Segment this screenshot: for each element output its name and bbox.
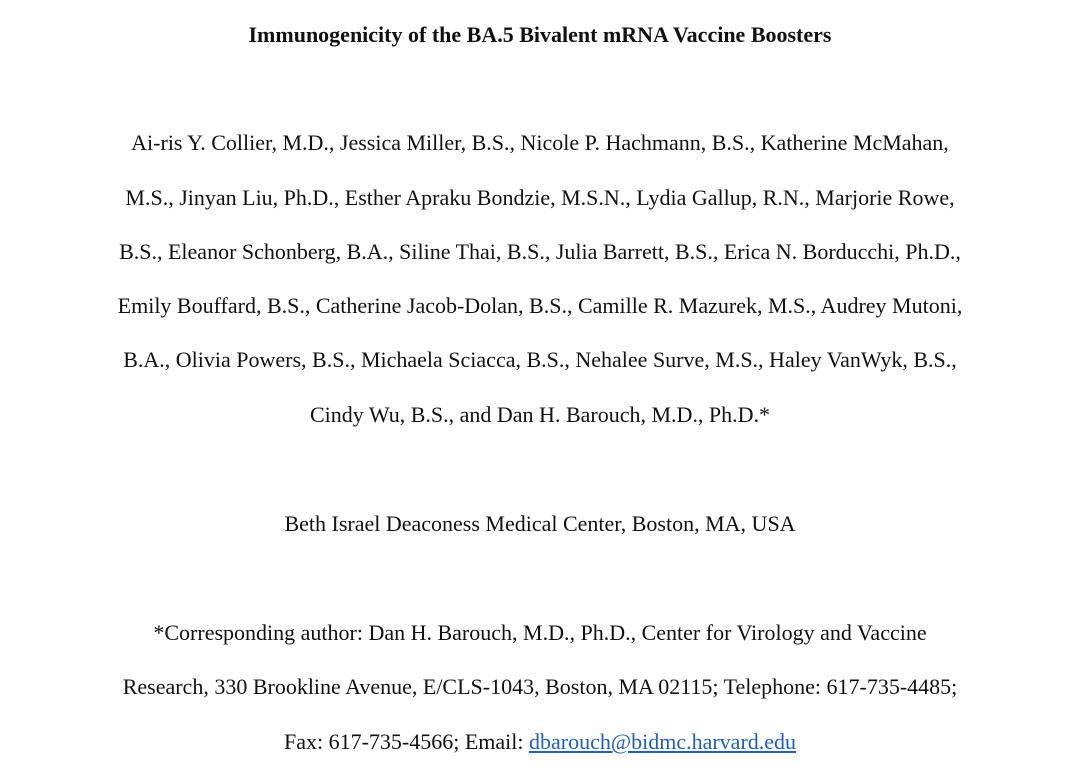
email-link[interactable]: dbarouch@bidmc.harvard.edu <box>528 729 797 754</box>
affiliation: Beth Israel Deaconess Medical Center, Boston, MA, USA <box>284 511 796 536</box>
author-line: B.A., Olivia Powers, B.S., Michaela Sciacca, B.S., Nehalee Surve, M.S., Haley VanWyk, B.S., <box>123 347 957 372</box>
paper-title: Immunogenicity of the BA.5 Bivalent mRNA Vaccine Boosters <box>248 22 832 47</box>
correspondence-line: *Corresponding author: Dan H. Barouch, M.D., Ph.D., Center for Virology and Vaccine <box>153 620 927 645</box>
correspondence-line: Research, 330 Brookline Avenue, E/CLS-1043, Boston, MA 02115; Telephone: 617-735-4485; <box>122 674 958 699</box>
author-line: M.S., Jinyan Liu, Ph.D., Esther Apraku Bondzie, M.S.N., Lydia Gallup, R.N., Marjorie Rowe, <box>125 185 955 210</box>
author-line: B.S., Eleanor Schonberg, B.A., Siline Thai, B.S., Julia Barrett, B.S., Erica N. Borducchi, Ph.D., <box>119 239 961 264</box>
correspondence-line <box>0 729 1080 755</box>
fax-email-label: Fax: 617-735-4566; Email: <box>283 729 529 754</box>
author-line: Ai-ris Y. Collier, M.D., Jessica Miller, B.S., Nicole P. Hachmann, B.S., Katherine McMahan, <box>131 130 949 155</box>
author-line: Cindy Wu, B.S., and Dan H. Barouch, M.D., Ph.D.* <box>309 402 771 427</box>
author-line: Emily Bouffard, B.S., Catherine Jacob-Dolan, B.S., Camille R. Mazurek, M.S., Audrey Mutoni, <box>117 293 963 318</box>
